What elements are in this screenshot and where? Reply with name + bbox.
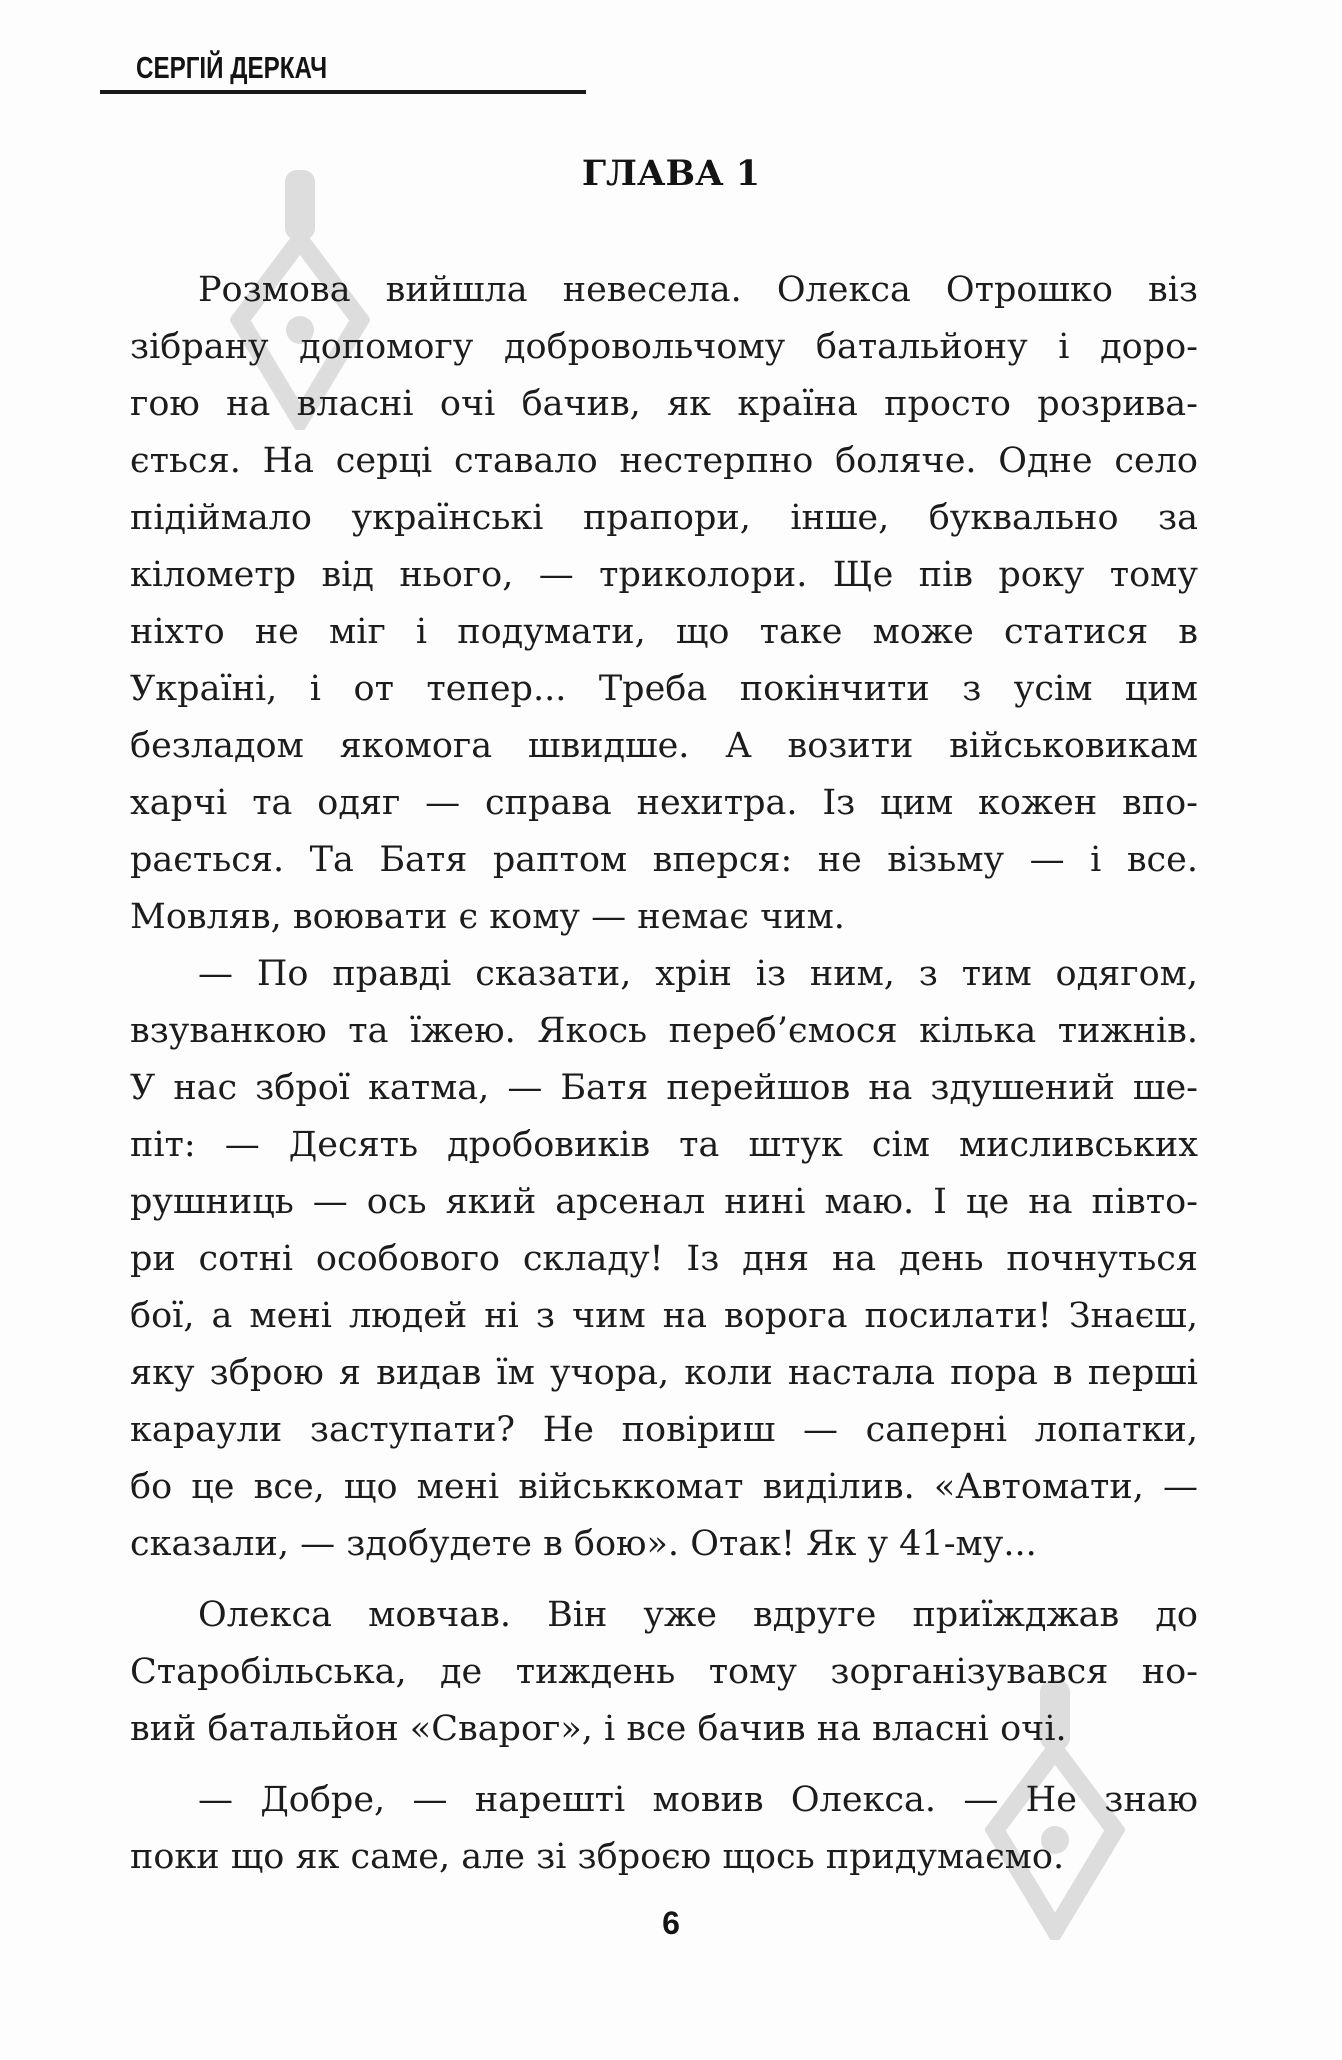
text-line: — По правді сказати, хрін із ним, з тим одягом, (198, 954, 1198, 994)
text-line: рушниць — ось який арсенал нині маю. І це на півто- (130, 1182, 1198, 1222)
text-line: бої, а мені людей ні з чим на ворога посилати! Знаєш, (130, 1296, 1198, 1336)
chapter-title: ГЛАВА 1 (581, 153, 761, 194)
running-head-author: СЕРГІЙ ДЕРКАЧ (136, 50, 328, 85)
text-line: взуванкою та їжею. Якось переб’ємося кілька тижнів. (130, 1011, 1198, 1051)
text-line: поки що як саме, але зі зброєю щось придумаємо. (130, 1837, 1065, 1877)
text-line: підіймало українські прапори, інше, буквально за (130, 498, 1198, 538)
text-line: Розмова вийшла невесела. Олекса Отрошко віз (198, 270, 1198, 310)
text-line: Україні, і от тепер... Треба покінчити з усім цим (130, 669, 1198, 709)
text-line: вий батальйон «Сварог», і все бачив на власні очі. (130, 1709, 1067, 1749)
header-rule (100, 90, 586, 94)
text-line: кілометр від нього, — триколори. Ще пів року тому (130, 555, 1198, 595)
text-line: ніхто не міг і подумати, що таке може статися в (130, 612, 1198, 652)
text-line: безладом якомога швидше. А возити військовикам (130, 726, 1198, 766)
text-line: гою на власні очі бачив, як країна просто розрива- (130, 384, 1198, 424)
page-number: 6 (662, 1905, 680, 1941)
text-line: рається. Та Батя раптом вперся: не візьму — і все. (130, 840, 1198, 880)
text-line: ється. На серці ставало нестерпно боляче. Одне село (130, 441, 1198, 481)
text-line: піт: — Десять дробовиків та штук сім мисливських (130, 1125, 1198, 1165)
text-line: ри сотні особового складу! Із дня на день почнуться (130, 1239, 1198, 1279)
text-line: бо це все, що мені військкомат виділив. «Автомати, — (130, 1467, 1198, 1507)
text-line: — Добре, — нарешті мовив Олекса. — Не знаю (198, 1780, 1198, 1820)
text-line: сказали, — здобудете в бою». Отак! Як у 41-му... (130, 1524, 1037, 1564)
text-line: зібрану допомогу добровольчому батальйону і доро- (130, 327, 1198, 367)
text-line: У нас зброї катма, — Батя перейшов на здушений ше- (130, 1068, 1198, 1108)
text-line: яку зброю я видав їм учора, коли настала пора в перші (130, 1353, 1198, 1393)
body-text (130, 262, 1198, 1886)
text-line: Олекса мовчав. Він уже вдруге приїжджав до (198, 1595, 1198, 1635)
text-line: караули заступати? Не повіриш — саперні лопатки, (130, 1410, 1198, 1450)
text-line: Мовляв, воювати є кому — немає чим. (130, 897, 845, 937)
text-line: Старобільська, де тиждень тому зорганізувався но- (130, 1652, 1198, 1692)
text-line: харчі та одяг — справа нехитра. Із цим кожен впо- (130, 783, 1198, 823)
